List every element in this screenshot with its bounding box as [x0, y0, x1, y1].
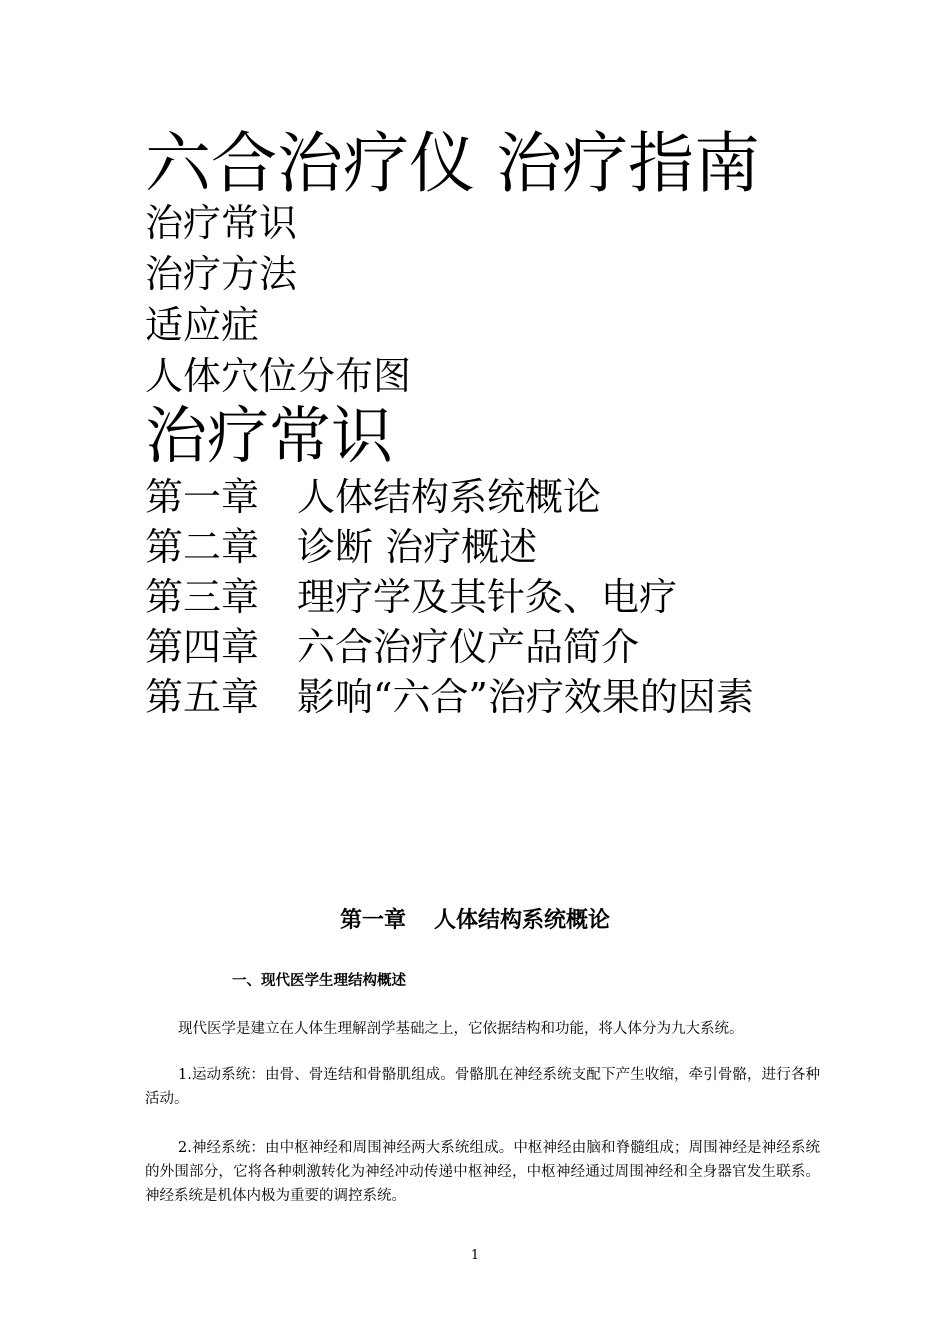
body-paragraph: 现代医学是建立在人体生理解剖学基础之上，它依据结构和功能，将人体分为九大系统。	[178, 1021, 744, 1037]
sub-heading: 一、现代医学生理结构概述	[232, 972, 406, 989]
page-number: 1	[470, 1248, 480, 1263]
chapter-title: 诊断 治疗概述	[297, 525, 538, 569]
chapter-title: 六合治疗仪产品简介	[297, 625, 640, 669]
chapter-number: 第三章	[145, 575, 260, 619]
chapter-heading	[0, 904, 950, 936]
chapter-title: 影响“六合”治疗效果的因素	[297, 675, 754, 719]
chapter-title: 人体结构系统概论	[297, 475, 602, 519]
chapter-number: 第一章	[145, 475, 260, 519]
chapter-item	[145, 622, 754, 672]
body-paragraph: 2.神经系统：由中枢神经和周围神经两大系统组成。中枢神经由脑和脊髓组成；周围神经是神经系统的外围部分，它将各种刺激转化为神经冲动传递中枢神经，中枢神经通过周围神经和全身器官发生联系。神经系统是机体内极为重要的调控系统。	[145, 1140, 820, 1204]
chapter-heading-number: 第一章	[339, 907, 406, 933]
toc-item: 人体穴位分布图	[145, 354, 412, 398]
body-paragraph: 1.运动系统：由骨、骨连结和骨骼肌组成。骨骼肌在神经系统支配下产生收缩，牵引骨骼，进行各种活动。	[145, 1067, 820, 1107]
chapter-title: 理疗学及其针灸、电疗	[297, 575, 678, 619]
toc-item: 治疗常识	[145, 201, 298, 245]
chapter-number: 第二章	[145, 525, 260, 569]
chapter-number: 第四章	[145, 625, 260, 669]
chapter-list	[145, 472, 754, 722]
section-title: 治疗常识	[145, 399, 394, 472]
toc-item: 治疗方法	[145, 252, 298, 296]
toc-list	[145, 198, 411, 402]
toc-item: 适应症	[145, 303, 260, 347]
chapter-item	[145, 572, 754, 622]
chapter-item	[145, 522, 754, 572]
chapter-number: 第五章	[145, 675, 260, 719]
chapter-item	[145, 672, 754, 722]
chapter-heading-title: 人体结构系统概论	[434, 907, 611, 933]
chapter-item	[145, 472, 754, 522]
main-title: 六合治疗仪 治疗指南	[145, 125, 760, 202]
